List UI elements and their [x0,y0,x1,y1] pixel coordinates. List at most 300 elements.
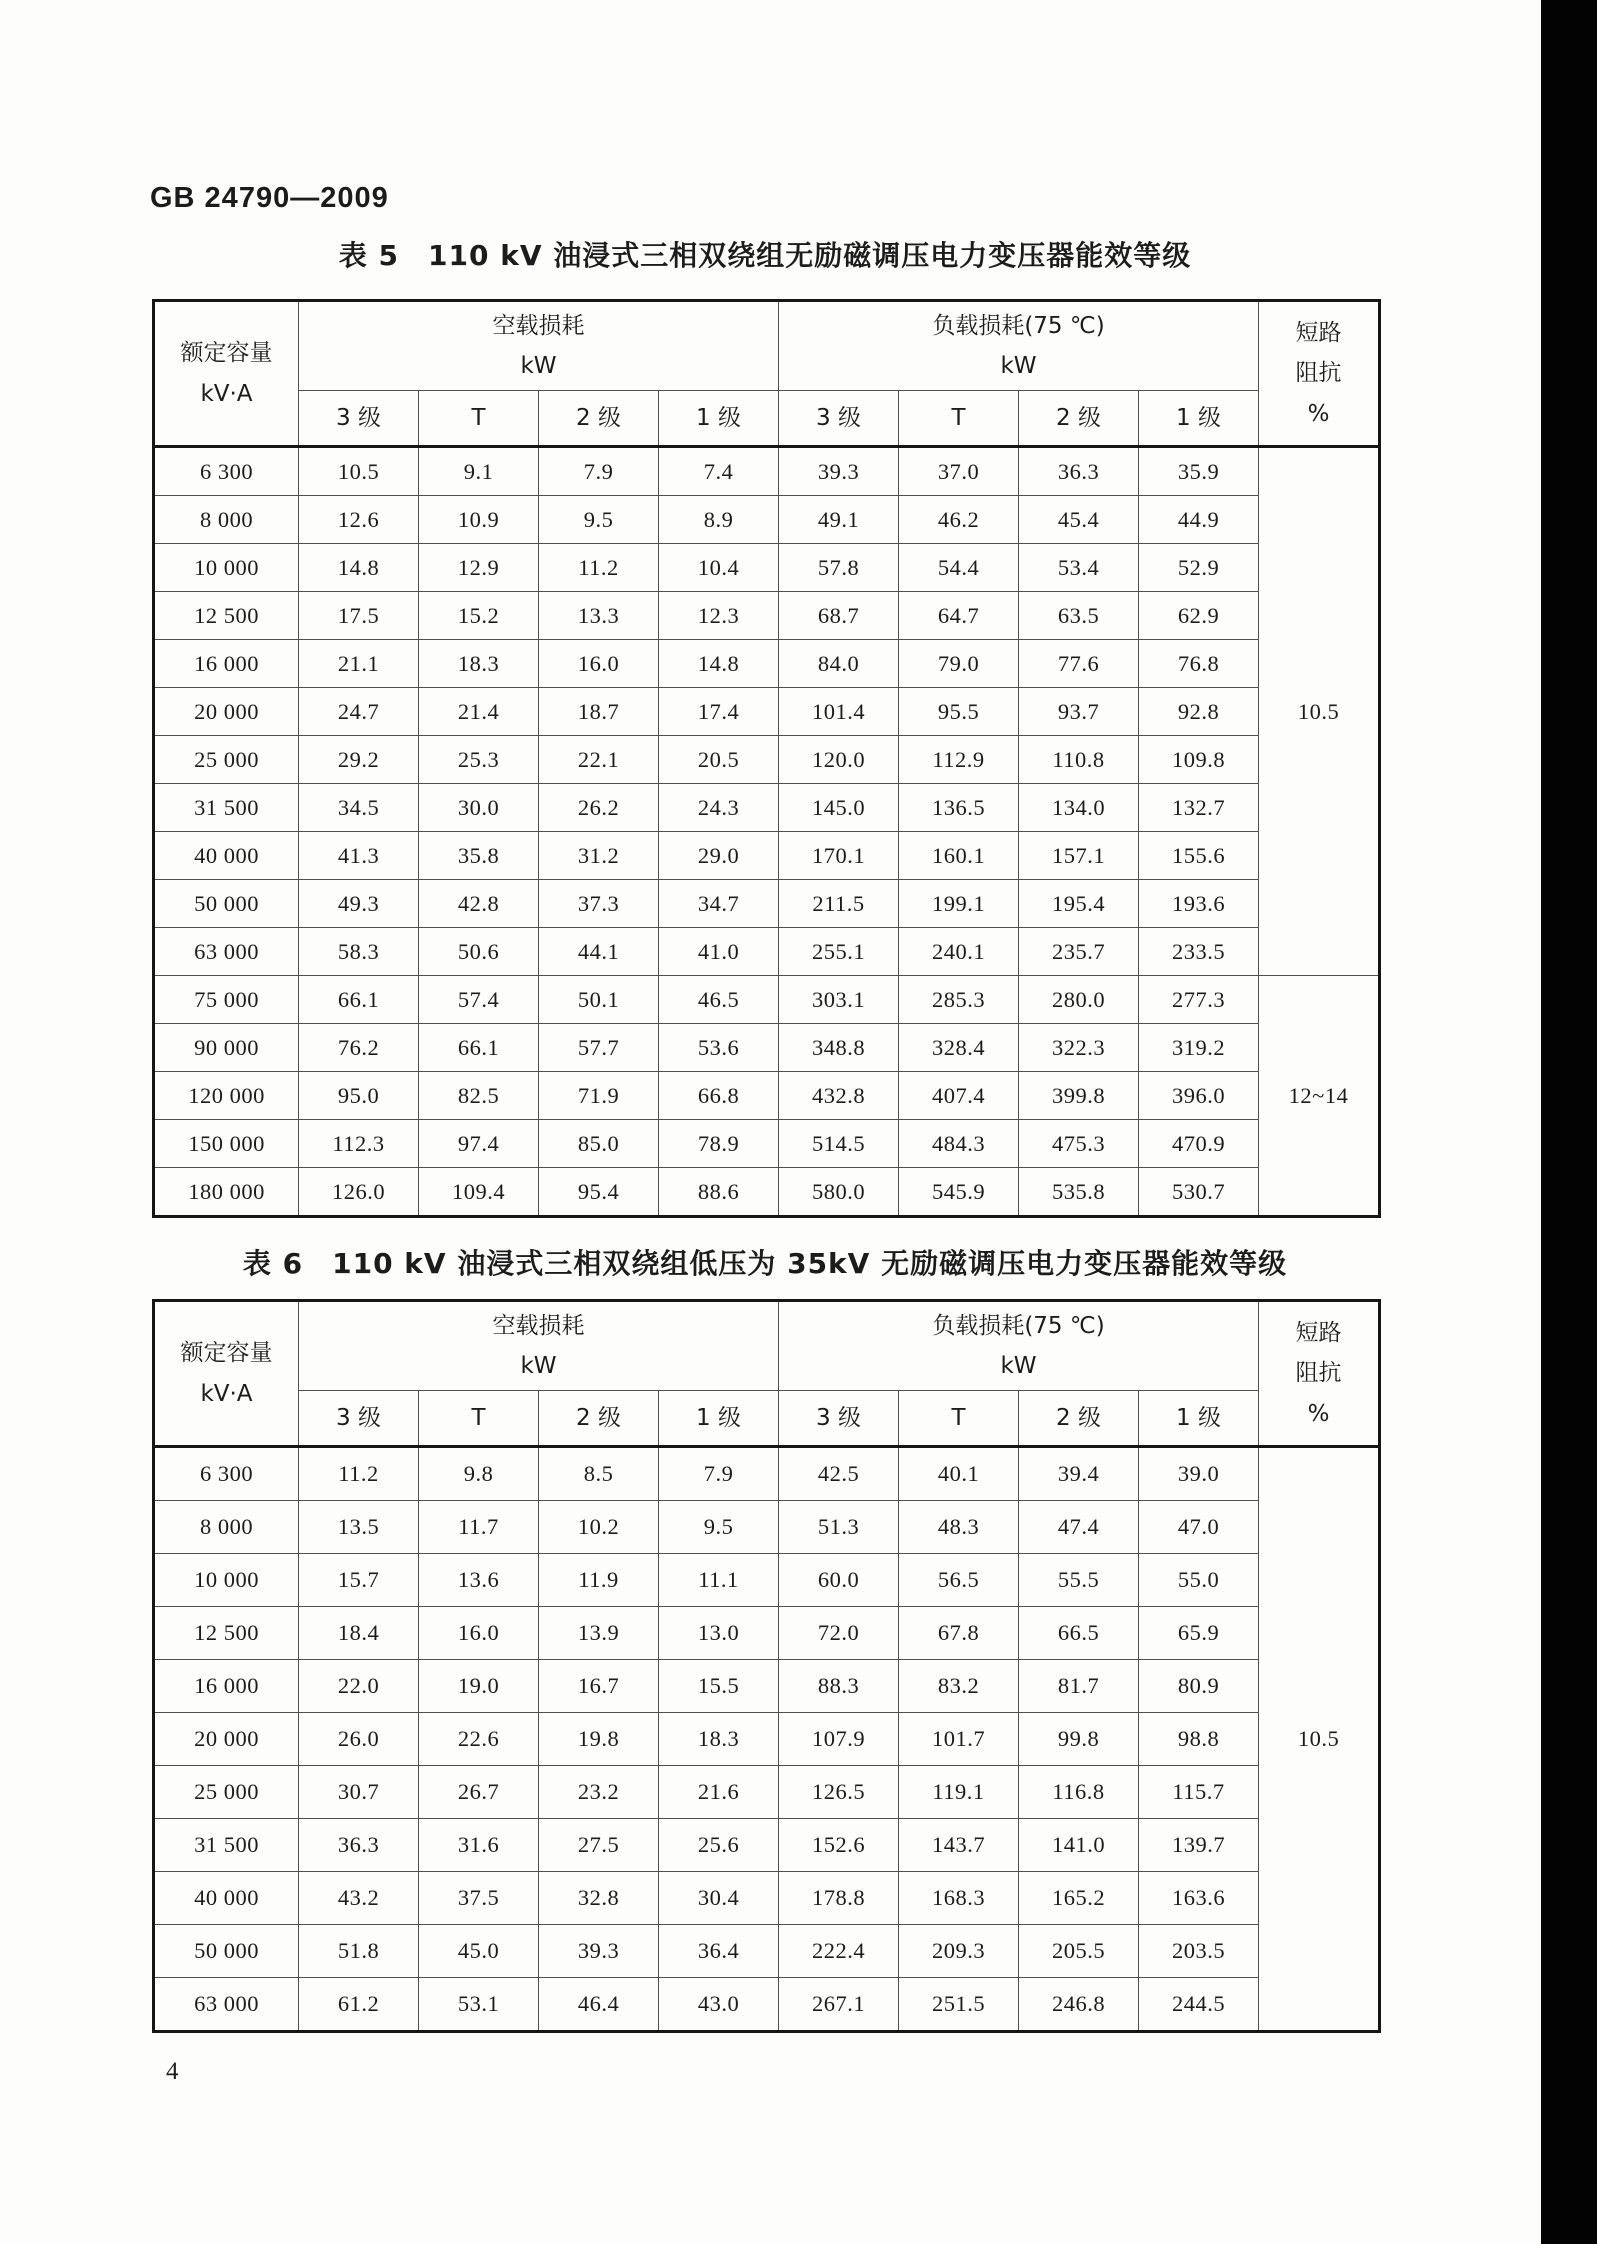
loss-value-cell: 152.6 [779,1819,899,1872]
loss-value-cell: 10.2 [539,1501,659,1554]
loss-value-cell: 10.5 [299,447,419,496]
table6 [152,1299,1381,2033]
capacity-cell: 31 500 [154,1819,299,1872]
loss-value-cell: 66.1 [299,976,419,1024]
table5-body [154,447,1380,1217]
loss-value-cell: 348.8 [779,1024,899,1072]
loss-value-cell: 475.3 [1019,1120,1139,1168]
loss-value-cell: 17.5 [299,592,419,640]
loss-value-cell: 83.2 [899,1660,1019,1713]
loss-value-cell: 30.0 [419,784,539,832]
table-row [154,832,1380,880]
table-row [154,880,1380,928]
capacity-cell: 16 000 [154,640,299,688]
loss-value-cell: 64.7 [899,592,1019,640]
table-row [154,976,1380,1024]
loss-value-cell: 46.4 [539,1978,659,2032]
capacity-cell: 12 500 [154,592,299,640]
loss-value-cell: 61.2 [299,1978,419,2032]
page-number: 4 [166,2058,179,2085]
grade-header: 2 级 [539,1391,659,1447]
capacity-cell: 10 000 [154,544,299,592]
loss-value-cell: 101.7 [899,1713,1019,1766]
loss-value-cell: 116.8 [1019,1766,1139,1819]
table-row [154,1120,1380,1168]
loss-value-cell: 101.4 [779,688,899,736]
loss-value-cell: 16.0 [539,640,659,688]
loss-value-cell: 54.4 [899,544,1019,592]
table-row [154,688,1380,736]
table-row [154,1925,1380,1978]
capacity-label: 额定容量 [180,340,273,367]
loss-value-cell: 9.5 [659,1501,779,1554]
loss-value-cell: 165.2 [1019,1872,1139,1925]
loss-value-cell: 9.1 [419,447,539,496]
capacity-cell: 50 000 [154,880,299,928]
loss-value-cell: 21.4 [419,688,539,736]
loss-value-cell: 235.7 [1019,928,1139,976]
loss-value-cell: 7.9 [539,447,659,496]
loss-value-cell: 14.8 [659,640,779,688]
grade-header: 1 级 [659,391,779,447]
table-row [154,1501,1380,1554]
loss-value-cell: 514.5 [779,1120,899,1168]
loss-value-cell: 134.0 [1019,784,1139,832]
table-row [154,1554,1380,1607]
table-row [154,1660,1380,1713]
table-row [154,640,1380,688]
load-loss-label: 负载损耗(75 ℃) [932,312,1105,339]
loss-value-cell: 11.9 [539,1554,659,1607]
loss-value-cell: 18.7 [539,688,659,736]
header-load-loss [779,1301,1259,1391]
table-row [154,447,1380,496]
loss-value-cell: 115.7 [1139,1766,1259,1819]
loss-value-cell: 157.1 [1019,832,1139,880]
capacity-cell: 20 000 [154,688,299,736]
loss-value-cell: 545.9 [899,1168,1019,1217]
loss-value-cell: 18.3 [659,1713,779,1766]
loss-value-cell: 78.9 [659,1120,779,1168]
loss-value-cell: 46.5 [659,976,779,1024]
loss-value-cell: 399.8 [1019,1072,1139,1120]
loss-value-cell: 42.5 [779,1447,899,1501]
capacity-cell: 50 000 [154,1925,299,1978]
loss-value-cell: 67.8 [899,1607,1019,1660]
loss-value-cell: 53.6 [659,1024,779,1072]
loss-value-cell: 139.7 [1139,1819,1259,1872]
loss-value-cell: 80.9 [1139,1660,1259,1713]
loss-value-cell: 49.1 [779,496,899,544]
scan-artifact-band [1541,0,1597,2244]
table-row [154,928,1380,976]
loss-value-cell: 27.5 [539,1819,659,1872]
loss-value-cell: 30.4 [659,1872,779,1925]
header-impedance [1259,1301,1380,1447]
table-header-row [154,301,1380,391]
grade-header: 1 级 [1139,391,1259,447]
loss-value-cell: 244.5 [1139,1978,1259,2032]
loss-value-cell: 53.4 [1019,544,1139,592]
capacity-cell: 6 300 [154,1447,299,1501]
capacity-cell: 20 000 [154,1713,299,1766]
loss-value-cell: 21.6 [659,1766,779,1819]
loss-value-cell: 7.4 [659,447,779,496]
loss-value-cell: 12.3 [659,592,779,640]
capacity-cell: 40 000 [154,1872,299,1925]
loss-value-cell: 43.2 [299,1872,419,1925]
capacity-cell: 16 000 [154,1660,299,1713]
loss-value-cell: 72.0 [779,1607,899,1660]
capacity-unit: kV·A [200,380,253,407]
loss-value-cell: 13.3 [539,592,659,640]
loss-value-cell: 26.0 [299,1713,419,1766]
loss-value-cell: 50.1 [539,976,659,1024]
loss-value-cell: 16.0 [419,1607,539,1660]
loss-value-cell: 88.3 [779,1660,899,1713]
loss-value-cell: 199.1 [899,880,1019,928]
loss-value-cell: 57.4 [419,976,539,1024]
loss-value-cell: 84.0 [779,640,899,688]
impedance-cell: 10.5 [1259,447,1380,976]
table-row [154,544,1380,592]
loss-value-cell: 43.0 [659,1978,779,2032]
capacity-cell: 25 000 [154,736,299,784]
loss-value-cell: 18.4 [299,1607,419,1660]
loss-value-cell: 9.5 [539,496,659,544]
capacity-cell: 120 000 [154,1072,299,1120]
grade-header: 2 级 [539,391,659,447]
table-row [154,1024,1380,1072]
loss-value-cell: 36.3 [1019,447,1139,496]
loss-value-cell: 112.9 [899,736,1019,784]
loss-value-cell: 34.5 [299,784,419,832]
loss-value-cell: 132.7 [1139,784,1259,832]
loss-value-cell: 79.0 [899,640,1019,688]
loss-value-cell: 37.5 [419,1872,539,1925]
header-impedance [1259,301,1380,447]
loss-value-cell: 396.0 [1139,1072,1259,1120]
table6-title: 表 6 110 kV 油浸式三相双绕组低压为 35kV 无励磁调压电力变压器能效等级 [242,1247,1288,1280]
capacity-cell: 8 000 [154,496,299,544]
loss-value-cell: 66.1 [419,1024,539,1072]
loss-value-cell: 47.4 [1019,1501,1139,1554]
loss-value-cell: 407.4 [899,1072,1019,1120]
loss-value-cell: 60.0 [779,1554,899,1607]
loss-value-cell: 15.7 [299,1554,419,1607]
loss-value-cell: 99.8 [1019,1713,1139,1766]
loss-value-cell: 484.3 [899,1120,1019,1168]
loss-value-cell: 9.8 [419,1447,539,1501]
header-no-load-loss [299,1301,779,1391]
table6-body [154,1447,1380,2032]
loss-value-cell: 322.3 [1019,1024,1139,1072]
loss-value-cell: 168.3 [899,1872,1019,1925]
loss-value-cell: 66.8 [659,1072,779,1120]
loss-value-cell: 22.0 [299,1660,419,1713]
loss-value-cell: 51.8 [299,1925,419,1978]
table-row [154,1872,1380,1925]
loss-value-cell: 15.5 [659,1660,779,1713]
loss-value-cell: 68.7 [779,592,899,640]
table-subheader-row [154,1391,1380,1447]
impedance-unit: % [1307,400,1330,427]
loss-value-cell: 233.5 [1139,928,1259,976]
loss-value-cell: 107.9 [779,1713,899,1766]
loss-value-cell: 267.1 [779,1978,899,2032]
loss-value-cell: 285.3 [899,976,1019,1024]
loss-value-cell: 30.7 [299,1766,419,1819]
standard-code: GB 24790—2009 [150,182,389,214]
loss-value-cell: 13.0 [659,1607,779,1660]
loss-value-cell: 35.8 [419,832,539,880]
loss-value-cell: 178.8 [779,1872,899,1925]
impedance-cell: 10.5 [1259,1447,1380,2032]
capacity-label: 额定容量 [180,1340,273,1367]
loss-value-cell: 39.3 [779,447,899,496]
loss-value-cell: 32.8 [539,1872,659,1925]
table5-title: 表 5 110 kV 油浸式三相双绕组无励磁调压电力变压器能效等级 [338,239,1192,272]
loss-value-cell: 29.0 [659,832,779,880]
loss-value-cell: 26.2 [539,784,659,832]
table-row [154,1072,1380,1120]
loss-value-cell: 119.1 [899,1766,1019,1819]
loss-value-cell: 13.9 [539,1607,659,1660]
loss-value-cell: 95.5 [899,688,1019,736]
loss-value-cell: 25.6 [659,1819,779,1872]
loss-value-cell: 170.1 [779,832,899,880]
loss-value-cell: 37.0 [899,447,1019,496]
loss-value-cell: 31.6 [419,1819,539,1872]
loss-value-cell: 57.7 [539,1024,659,1072]
loss-value-cell: 95.0 [299,1072,419,1120]
capacity-unit: kV·A [200,1380,253,1407]
loss-value-cell: 11.7 [419,1501,539,1554]
loss-value-cell: 12.6 [299,496,419,544]
loss-value-cell: 77.6 [1019,640,1139,688]
loss-value-cell: 85.0 [539,1120,659,1168]
table-row [154,592,1380,640]
loss-value-cell: 40.1 [899,1447,1019,1501]
loss-value-cell: 82.5 [419,1072,539,1120]
header-load-loss [779,301,1259,391]
loss-value-cell: 136.5 [899,784,1019,832]
loss-value-cell: 211.5 [779,880,899,928]
loss-value-cell: 46.2 [899,496,1019,544]
loss-value-cell: 126.5 [779,1766,899,1819]
loss-value-cell: 39.0 [1139,1447,1259,1501]
loss-value-cell: 319.2 [1139,1024,1259,1072]
loss-value-cell: 92.8 [1139,688,1259,736]
loss-value-cell: 55.5 [1019,1554,1139,1607]
loss-value-cell: 25.3 [419,736,539,784]
header-capacity [154,1301,299,1447]
loss-value-cell: 19.0 [419,1660,539,1713]
table-subheader-row [154,391,1380,447]
loss-value-cell: 17.4 [659,688,779,736]
loss-value-cell: 280.0 [1019,976,1139,1024]
loss-value-cell: 55.0 [1139,1554,1259,1607]
loss-value-cell: 36.3 [299,1819,419,1872]
loss-value-cell: 66.5 [1019,1607,1139,1660]
loss-value-cell: 76.2 [299,1024,419,1072]
loss-value-cell: 10.4 [659,544,779,592]
loss-value-cell: 112.3 [299,1120,419,1168]
impedance-unit: % [1307,1400,1330,1427]
loss-value-cell: 110.8 [1019,736,1139,784]
impedance-label-2: 阻抗 [1295,360,1342,387]
header-capacity [154,301,299,447]
loss-value-cell: 16.7 [539,1660,659,1713]
grade-header: 1 级 [659,1391,779,1447]
loss-value-cell: 222.4 [779,1925,899,1978]
no-load-loss-label: 空载损耗 [492,312,585,339]
loss-value-cell: 63.5 [1019,592,1139,640]
capacity-cell: 6 300 [154,447,299,496]
loss-value-cell: 580.0 [779,1168,899,1217]
capacity-cell: 25 000 [154,1766,299,1819]
impedance-cell: 12~14 [1259,976,1380,1217]
table-row [154,1607,1380,1660]
impedance-label-2: 阻抗 [1295,1360,1342,1387]
loss-value-cell: 98.8 [1139,1713,1259,1766]
loss-value-cell: 52.9 [1139,544,1259,592]
loss-value-cell: 240.1 [899,928,1019,976]
loss-value-cell: 11.1 [659,1554,779,1607]
loss-value-cell: 277.3 [1139,976,1259,1024]
table-row [154,496,1380,544]
loss-value-cell: 13.5 [299,1501,419,1554]
loss-value-cell: 22.1 [539,736,659,784]
loss-value-cell: 62.9 [1139,592,1259,640]
loss-value-cell: 251.5 [899,1978,1019,2032]
table-row [154,1447,1380,1501]
capacity-cell: 8 000 [154,1501,299,1554]
grade-header: 3 级 [299,391,419,447]
loss-value-cell: 120.0 [779,736,899,784]
loss-value-cell: 18.3 [419,640,539,688]
capacity-cell: 40 000 [154,832,299,880]
grade-header: T [899,1391,1019,1447]
loss-value-cell: 163.6 [1139,1872,1259,1925]
loss-value-cell: 160.1 [899,832,1019,880]
capacity-cell: 150 000 [154,1120,299,1168]
loss-value-cell: 303.1 [779,976,899,1024]
loss-value-cell: 47.0 [1139,1501,1259,1554]
header-no-load-loss [299,301,779,391]
loss-value-cell: 209.3 [899,1925,1019,1978]
grade-header: 2 级 [1019,1391,1139,1447]
loss-value-cell: 36.4 [659,1925,779,1978]
loss-value-cell: 45.0 [419,1925,539,1978]
loss-value-cell: 31.2 [539,832,659,880]
loss-value-cell: 44.9 [1139,496,1259,544]
load-loss-label: 负载损耗(75 ℃) [932,1312,1105,1339]
table-row [154,1978,1380,2032]
loss-value-cell: 126.0 [299,1168,419,1217]
grade-header: T [419,1391,539,1447]
loss-value-cell: 203.5 [1139,1925,1259,1978]
loss-value-cell: 470.9 [1139,1120,1259,1168]
loss-value-cell: 8.9 [659,496,779,544]
loss-value-cell: 97.4 [419,1120,539,1168]
loss-value-cell: 57.8 [779,544,899,592]
loss-value-cell: 535.8 [1019,1168,1139,1217]
loss-value-cell: 21.1 [299,640,419,688]
loss-value-cell: 13.6 [419,1554,539,1607]
loss-value-cell: 50.6 [419,928,539,976]
loss-value-cell: 34.7 [659,880,779,928]
grade-header: 3 级 [779,1391,899,1447]
loss-value-cell: 22.6 [419,1713,539,1766]
capacity-cell: 63 000 [154,928,299,976]
table-row [154,784,1380,832]
loss-value-cell: 41.3 [299,832,419,880]
grade-header: 3 级 [779,391,899,447]
table-row [154,1766,1380,1819]
capacity-cell: 10 000 [154,1554,299,1607]
loss-value-cell: 26.7 [419,1766,539,1819]
loss-value-cell: 88.6 [659,1168,779,1217]
loss-value-cell: 328.4 [899,1024,1019,1072]
loss-value-cell: 195.4 [1019,880,1139,928]
impedance-label-1: 短路 [1295,1320,1342,1347]
table-row [154,736,1380,784]
loss-value-cell: 8.5 [539,1447,659,1501]
loss-value-cell: 12.9 [419,544,539,592]
loss-value-cell: 39.3 [539,1925,659,1978]
table5 [152,299,1381,1218]
load-loss-unit: kW [1000,1353,1037,1379]
no-load-loss-unit: kW [520,1353,557,1379]
loss-value-cell: 45.4 [1019,496,1139,544]
loss-value-cell: 42.8 [419,880,539,928]
table-header-row [154,1301,1380,1391]
loss-value-cell: 11.2 [299,1447,419,1501]
loss-value-cell: 41.0 [659,928,779,976]
loss-value-cell: 65.9 [1139,1607,1259,1660]
loss-value-cell: 53.1 [419,1978,539,2032]
loss-value-cell: 20.5 [659,736,779,784]
loss-value-cell: 141.0 [1019,1819,1139,1872]
grade-header: T [419,391,539,447]
capacity-cell: 63 000 [154,1978,299,2032]
loss-value-cell: 48.3 [899,1501,1019,1554]
grade-header: T [899,391,1019,447]
loss-value-cell: 71.9 [539,1072,659,1120]
loss-value-cell: 7.9 [659,1447,779,1501]
table-row [154,1819,1380,1872]
loss-value-cell: 15.2 [419,592,539,640]
capacity-cell: 12 500 [154,1607,299,1660]
loss-value-cell: 246.8 [1019,1978,1139,2032]
loss-value-cell: 205.5 [1019,1925,1139,1978]
loss-value-cell: 29.2 [299,736,419,784]
loss-value-cell: 24.3 [659,784,779,832]
loss-value-cell: 35.9 [1139,447,1259,496]
loss-value-cell: 51.3 [779,1501,899,1554]
loss-value-cell: 109.8 [1139,736,1259,784]
loss-value-cell: 23.2 [539,1766,659,1819]
loss-value-cell: 11.2 [539,544,659,592]
loss-value-cell: 93.7 [1019,688,1139,736]
loss-value-cell: 39.4 [1019,1447,1139,1501]
loss-value-cell: 530.7 [1139,1168,1259,1217]
loss-value-cell: 76.8 [1139,640,1259,688]
loss-value-cell: 143.7 [899,1819,1019,1872]
loss-value-cell: 14.8 [299,544,419,592]
loss-value-cell: 19.8 [539,1713,659,1766]
